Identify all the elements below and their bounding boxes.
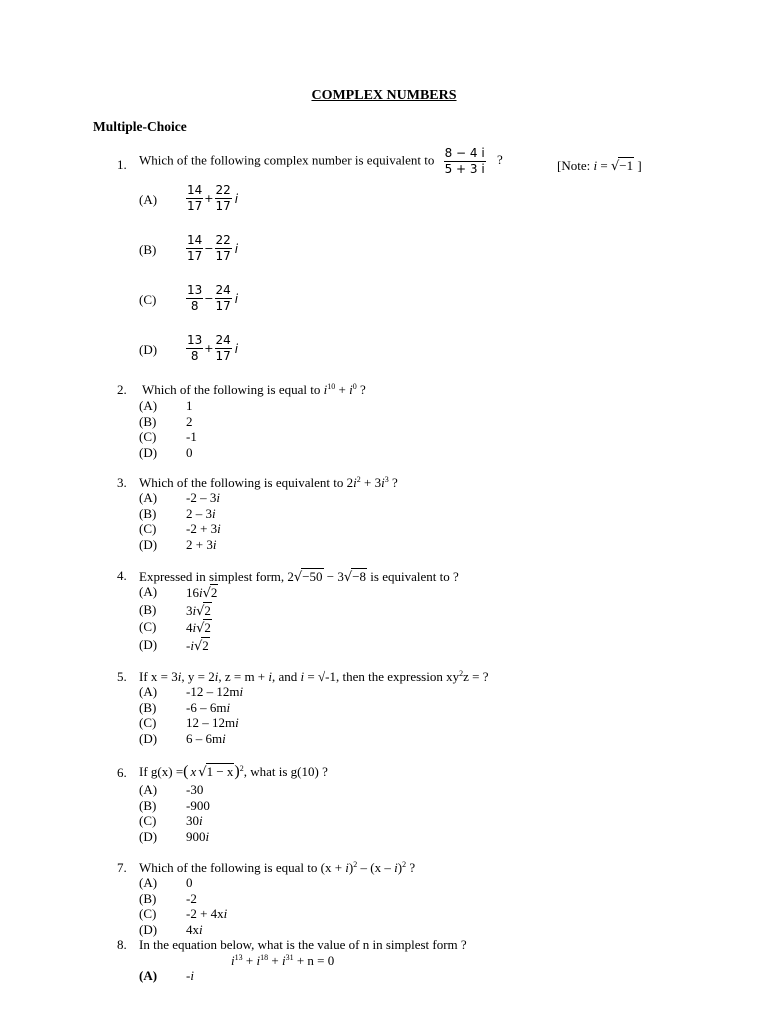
value-text: -6 – 6m	[186, 699, 227, 715]
denominator: 17	[215, 349, 231, 363]
option-value	[186, 684, 243, 700]
option-value	[186, 537, 216, 553]
option-label: (A)	[139, 584, 158, 599]
numerator: 13	[187, 333, 203, 347]
question-2-number: 2.	[117, 382, 127, 397]
imaginary-unit: i	[192, 602, 197, 618]
option-value	[186, 637, 210, 654]
fraction	[215, 183, 232, 214]
fraction	[215, 333, 232, 364]
option-label: (C)	[139, 292, 157, 307]
imaginary-unit: i	[199, 813, 203, 828]
imaginary-unit: i	[199, 921, 203, 937]
numerator: 22	[215, 233, 231, 247]
value-text: -	[186, 637, 191, 653]
option-value	[186, 968, 194, 984]
value-text: 0	[186, 444, 193, 460]
radical-sign: √	[193, 638, 203, 654]
value-text: 16	[186, 585, 199, 600]
option-label: (D)	[139, 636, 158, 652]
imaginary-unit: i	[217, 521, 221, 536]
option-label: (D)	[139, 730, 158, 746]
section-heading: Multiple-Choice	[93, 119, 187, 134]
question-7-text: Which of the following is equal to $(x + i)^2 - (x - i)^2$ ?	[139, 860, 416, 875]
radicand: 2	[210, 585, 218, 600]
denominator: 17	[215, 299, 231, 313]
option-label: (C)	[139, 429, 157, 444]
question-7-number: 7.	[117, 860, 127, 875]
imaginary-unit: i	[239, 684, 244, 699]
option-label: (D)	[139, 828, 158, 844]
option-fraction-value	[186, 283, 238, 314]
question-2-text: Which of the following is equal to $i^{10} + i^0$ ?	[142, 382, 366, 397]
question-3-number: 3.	[117, 475, 127, 490]
option-value	[186, 429, 197, 445]
question-1-note: [Note: i = √−1 ]	[557, 158, 642, 174]
imaginary-unit: i	[235, 715, 239, 730]
value-text: 30	[186, 813, 199, 828]
option-value	[186, 875, 193, 891]
question-4-number: 4.	[117, 568, 127, 583]
imaginary-unit: i	[223, 906, 228, 921]
option-label: (A)	[139, 968, 158, 983]
option-label: (A)	[139, 684, 158, 699]
option-label: (B)	[139, 242, 157, 257]
option-label: (D)	[139, 444, 158, 460]
option-value	[186, 829, 209, 845]
radicand: 2	[202, 637, 209, 653]
fraction	[215, 233, 232, 264]
imaginary-unit: i	[212, 536, 217, 552]
option-label: (B)	[139, 601, 157, 617]
value-text: -12 – 12m	[186, 684, 240, 699]
numerator: 14	[187, 183, 203, 197]
option-label: (A)	[139, 782, 158, 797]
radicand: 2	[204, 620, 211, 635]
fraction	[186, 233, 203, 264]
question-6-text: If g(x) =( x √1 − x)$^2$, what is g(10) ?	[139, 763, 328, 780]
option-value	[186, 619, 212, 636]
operator: −	[204, 292, 214, 305]
imaginary-unit: i	[234, 291, 239, 306]
option-value	[186, 906, 227, 922]
option-label: (A)	[139, 875, 158, 890]
option-fraction-value	[186, 233, 238, 264]
value-text: 2 – 3	[186, 505, 212, 521]
option-label: (B)	[139, 797, 157, 813]
numerator: 24	[215, 333, 231, 347]
value-text: -2	[186, 890, 197, 906]
value-text: 2	[186, 413, 193, 429]
option-fraction-value	[186, 183, 238, 214]
fraction	[215, 283, 232, 314]
option-label: (D)	[139, 342, 158, 357]
operator: −	[204, 242, 214, 255]
denominator: 17	[215, 199, 231, 213]
value-text: -900	[186, 797, 210, 813]
value-text: 900	[186, 828, 206, 844]
imaginary-unit: i	[199, 585, 203, 600]
option-label: (C)	[139, 813, 157, 828]
imaginary-unit: i	[205, 828, 210, 844]
imaginary-unit: i	[222, 730, 226, 746]
option-label: (C)	[139, 715, 157, 730]
option-label: (B)	[139, 413, 157, 429]
option-value	[186, 445, 193, 461]
option-value	[186, 813, 203, 829]
imaginary-unit: i	[234, 241, 239, 256]
value-text: 4x	[186, 921, 199, 937]
fraction	[186, 333, 203, 364]
page-title: COMPLEX NUMBERS	[311, 88, 457, 103]
option-value	[186, 731, 226, 747]
denominator: 17	[187, 249, 203, 263]
numerator: 13	[187, 283, 203, 297]
option-label: (A)	[139, 398, 158, 413]
question-1-number: 1.	[117, 157, 127, 172]
question-1-fraction: $\frac{8 - 4 i}{5 + 3 i}$	[444, 146, 485, 176]
option-label: (B)	[139, 699, 157, 715]
imaginary-unit: i	[216, 490, 220, 505]
option-value	[186, 398, 193, 414]
radical-sign: √	[196, 621, 205, 636]
imaginary-unit: i	[234, 191, 239, 206]
option-label: (B)	[139, 890, 157, 906]
imaginary-unit: i	[192, 620, 197, 635]
option-label: (C)	[139, 521, 157, 536]
question-8-equation: $i^{13} + i^{18} + i^{31} + n = 0$	[231, 953, 335, 968]
option-value	[186, 891, 197, 907]
option-value	[186, 506, 216, 522]
option-value	[186, 715, 239, 731]
value-text: 4	[186, 620, 193, 635]
option-label: (D)	[139, 536, 158, 552]
option-label: (A)	[139, 192, 158, 207]
numerator: 14	[187, 233, 203, 247]
option-value	[186, 414, 193, 430]
question-1-text: Which of the following complex number is equivalent to $\frac{8 - 4 i}{5 + 3 i}$ ?	[139, 146, 503, 176]
fraction	[186, 183, 203, 214]
option-label: (C)	[139, 619, 157, 634]
option-value	[186, 584, 218, 601]
option-value	[186, 798, 210, 814]
denominator: 17	[215, 249, 231, 263]
radical-sign: √	[196, 603, 205, 619]
question-4-text: Expressed in simplest form, 2√−50 − 3√−8 is equivalent to ?	[139, 569, 459, 585]
value-text: 0	[186, 875, 193, 890]
question-8-number: 8.	[117, 937, 127, 952]
question-8-text: In the equation below, what is the value of n in simplest form ?	[139, 937, 467, 952]
option-value	[186, 490, 220, 506]
denominator: 8	[190, 349, 199, 363]
question-3-text: Which of the following is equivalent to $2i^2 + 3i^3$ ?	[139, 475, 398, 490]
value-text: -1	[186, 429, 197, 444]
option-value	[186, 602, 212, 619]
option-value	[186, 700, 230, 716]
value-text: 2 + 3	[186, 536, 213, 552]
radicand: 2	[204, 602, 211, 618]
radical-sign: √	[202, 586, 211, 601]
imaginary-unit: i	[190, 968, 194, 983]
imaginary-unit: i	[226, 699, 231, 715]
value-text: -2 + 3	[186, 521, 218, 536]
fraction	[186, 283, 203, 314]
question-5-text: If x = 3i, y = 2i, z = m + i, and i = √-1, then the expression $xy^2z$ = ?	[139, 669, 489, 684]
question-6-number: 6.	[117, 765, 127, 780]
numerator: 22	[215, 183, 231, 197]
value-text: 12 – 12m	[186, 715, 236, 730]
option-value	[186, 922, 203, 938]
option-fraction-value	[186, 333, 238, 364]
imaginary-unit: i	[212, 505, 216, 521]
value-text: -30	[186, 782, 204, 797]
numerator: 24	[215, 283, 231, 297]
operator: +	[204, 342, 214, 355]
value-text: -2 – 3	[186, 490, 217, 505]
question-5-number: 5.	[117, 669, 127, 684]
option-label: (C)	[139, 906, 157, 921]
denominator: 8	[190, 299, 199, 313]
value-text: -2 + 4x	[186, 906, 224, 921]
option-label: (A)	[139, 490, 158, 505]
value-text: 3	[186, 602, 193, 618]
denominator: 17	[187, 199, 203, 213]
value-text: 6 – 6m	[186, 730, 223, 746]
operator: +	[204, 192, 214, 205]
value-text: 1	[186, 398, 193, 413]
imaginary-unit: i	[234, 341, 239, 356]
option-label: (B)	[139, 505, 157, 521]
option-value	[186, 521, 221, 537]
option-value	[186, 782, 203, 798]
imaginary-unit: i	[190, 637, 194, 653]
value-text: -	[186, 968, 191, 983]
option-label: (D)	[139, 921, 158, 937]
